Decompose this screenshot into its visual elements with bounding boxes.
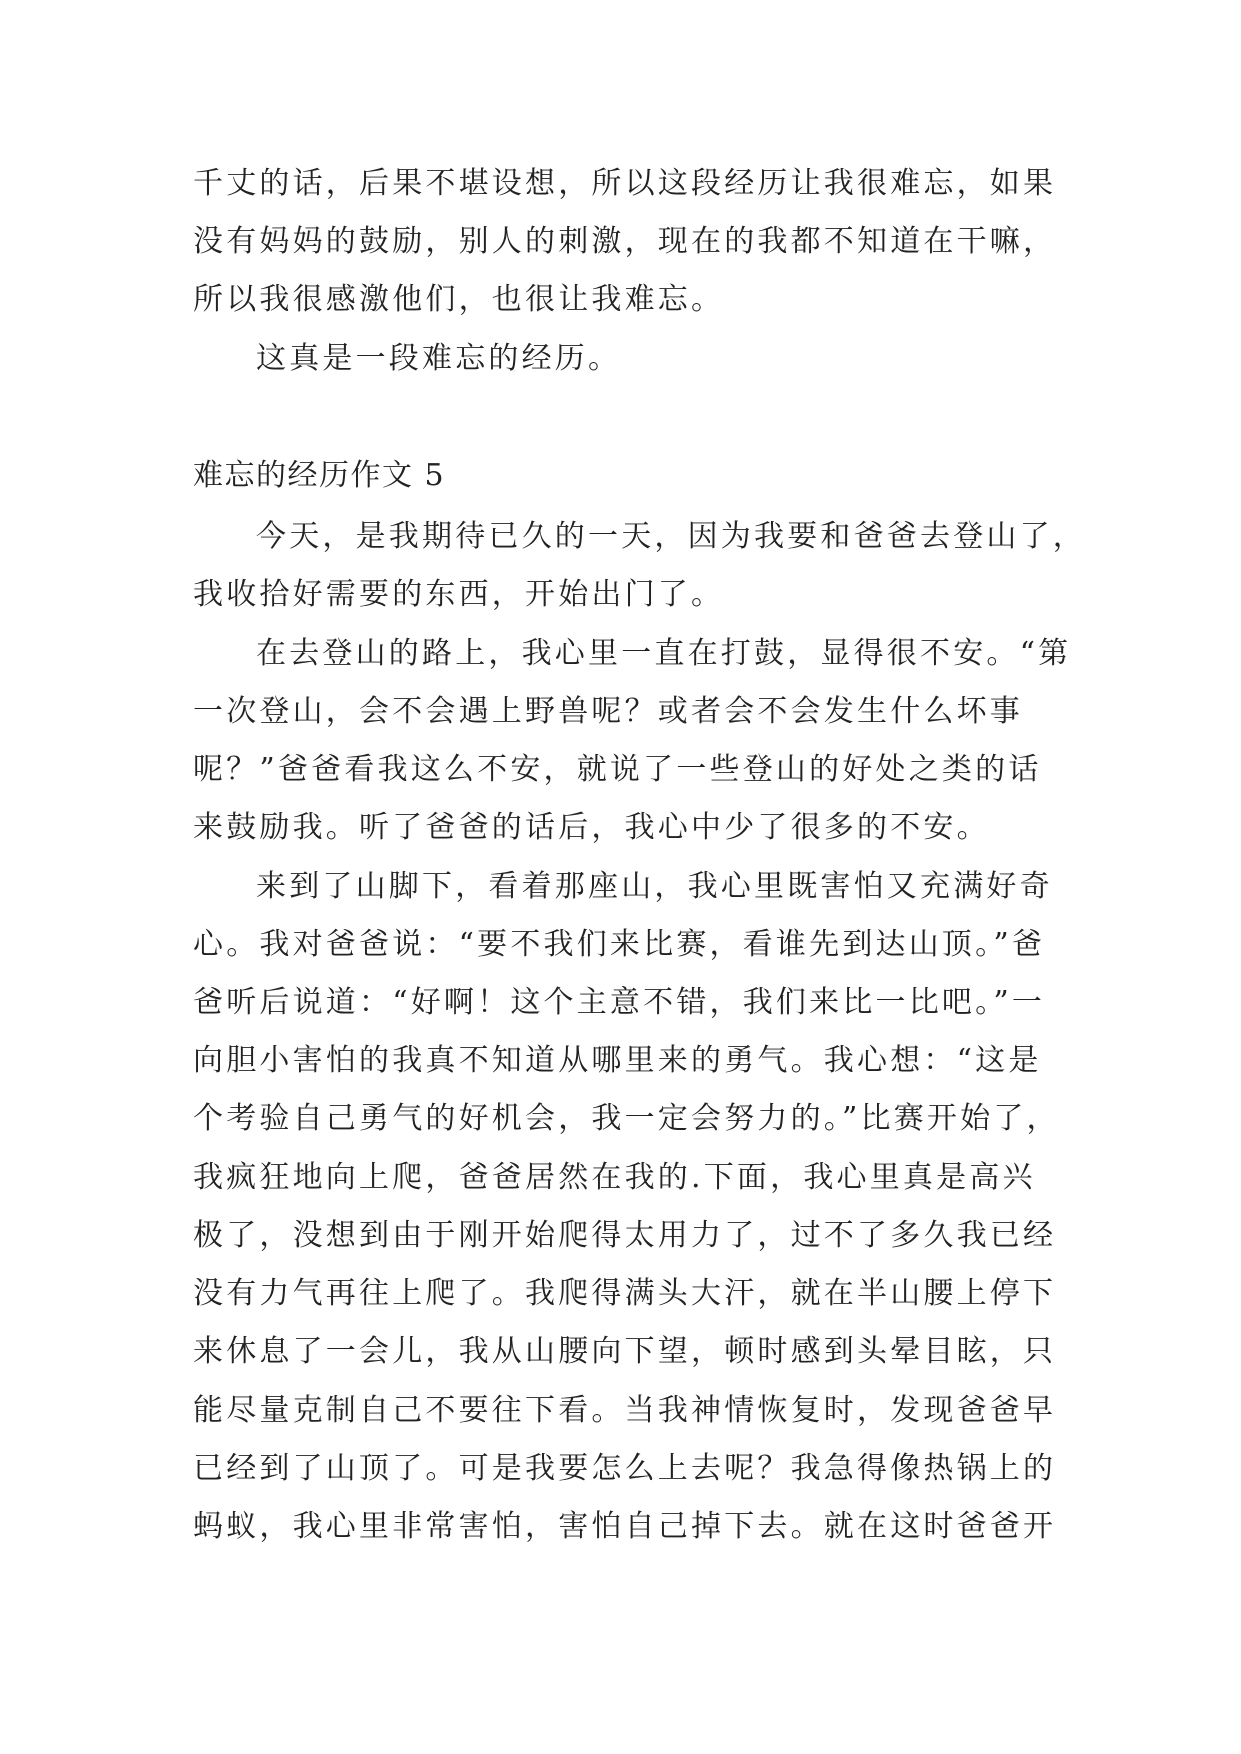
text-line: 我疯狂地向上爬，爸爸居然在我的.下面，我心里真是高兴 [193, 1160, 1036, 1195]
text-line: 没有妈妈的鼓励，别人的刺激，现在的我都不知道在干嘛， [193, 224, 1057, 259]
text-line: 千丈的话，后果不堪设想，所以这段经历让我很难忘，如果 [193, 166, 1057, 201]
text-line: 来鼓励我。听了爸爸的话后，我心中少了很多的不安。 [193, 810, 990, 845]
text-line: 来休息了一会儿，我从山腰向下望，顿时感到头晕目眩，只 [193, 1334, 1057, 1369]
text-line: 已经到了山顶了。可是我要怎么上去呢？我急得像热锅上的 [193, 1451, 1057, 1486]
text-line: 爸听后说道：“好啊！这个主意不错，我们来比一比吧。”一 [193, 985, 1046, 1020]
text-line: 心。我对爸爸说：“要不我们来比赛，看谁先到达山顶。”爸 [193, 927, 1046, 962]
text-line: 能尽量克制自己不要往下看。当我神情恢复时，发现爸爸早 [193, 1393, 1057, 1428]
text-line: 今天，是我期待已久的一天，因为我要和爸爸去登山了， [256, 519, 1086, 554]
text-line: 向胆小害怕的我真不知道从哪里来的勇气。我心想：“这是 [193, 1043, 1042, 1078]
text-line: 我收拾好需要的东西，开始出门了。 [193, 577, 725, 612]
text-line: 一次登山，会不会遇上野兽呢？或者会不会发生什么坏事 [193, 694, 1023, 729]
text-line: 个考验自己勇气的好机会，我一定会努力的。”比赛开始了， [193, 1101, 1060, 1136]
text-line: 极了，没想到由于刚开始爬得太用力了，过不了多久我已经 [193, 1218, 1057, 1253]
text-line: 没有力气再往上爬了。我爬得满头大汗，就在半山腰上停下 [193, 1276, 1057, 1311]
text-line: 在去登山的路上，我心里一直在打鼓，显得很不安。“第 [256, 636, 1072, 671]
text-line: 来到了山脚下，看着那座山，我心里既害怕又充满好奇 [256, 869, 1053, 904]
text-line: 这真是一段难忘的经历。 [256, 341, 622, 376]
text-line: 呢？”爸爸看我这么不安，就说了一些登山的好处之类的话 [193, 752, 1042, 787]
text-line: 蚂蚁，我心里非常害怕，害怕自己掉下去。就在这时爸爸开 [193, 1509, 1057, 1544]
text-line: 所以我很感激他们，也很让我难忘。 [193, 282, 725, 317]
section-heading: 难忘的经历作文 5 [193, 458, 446, 493]
